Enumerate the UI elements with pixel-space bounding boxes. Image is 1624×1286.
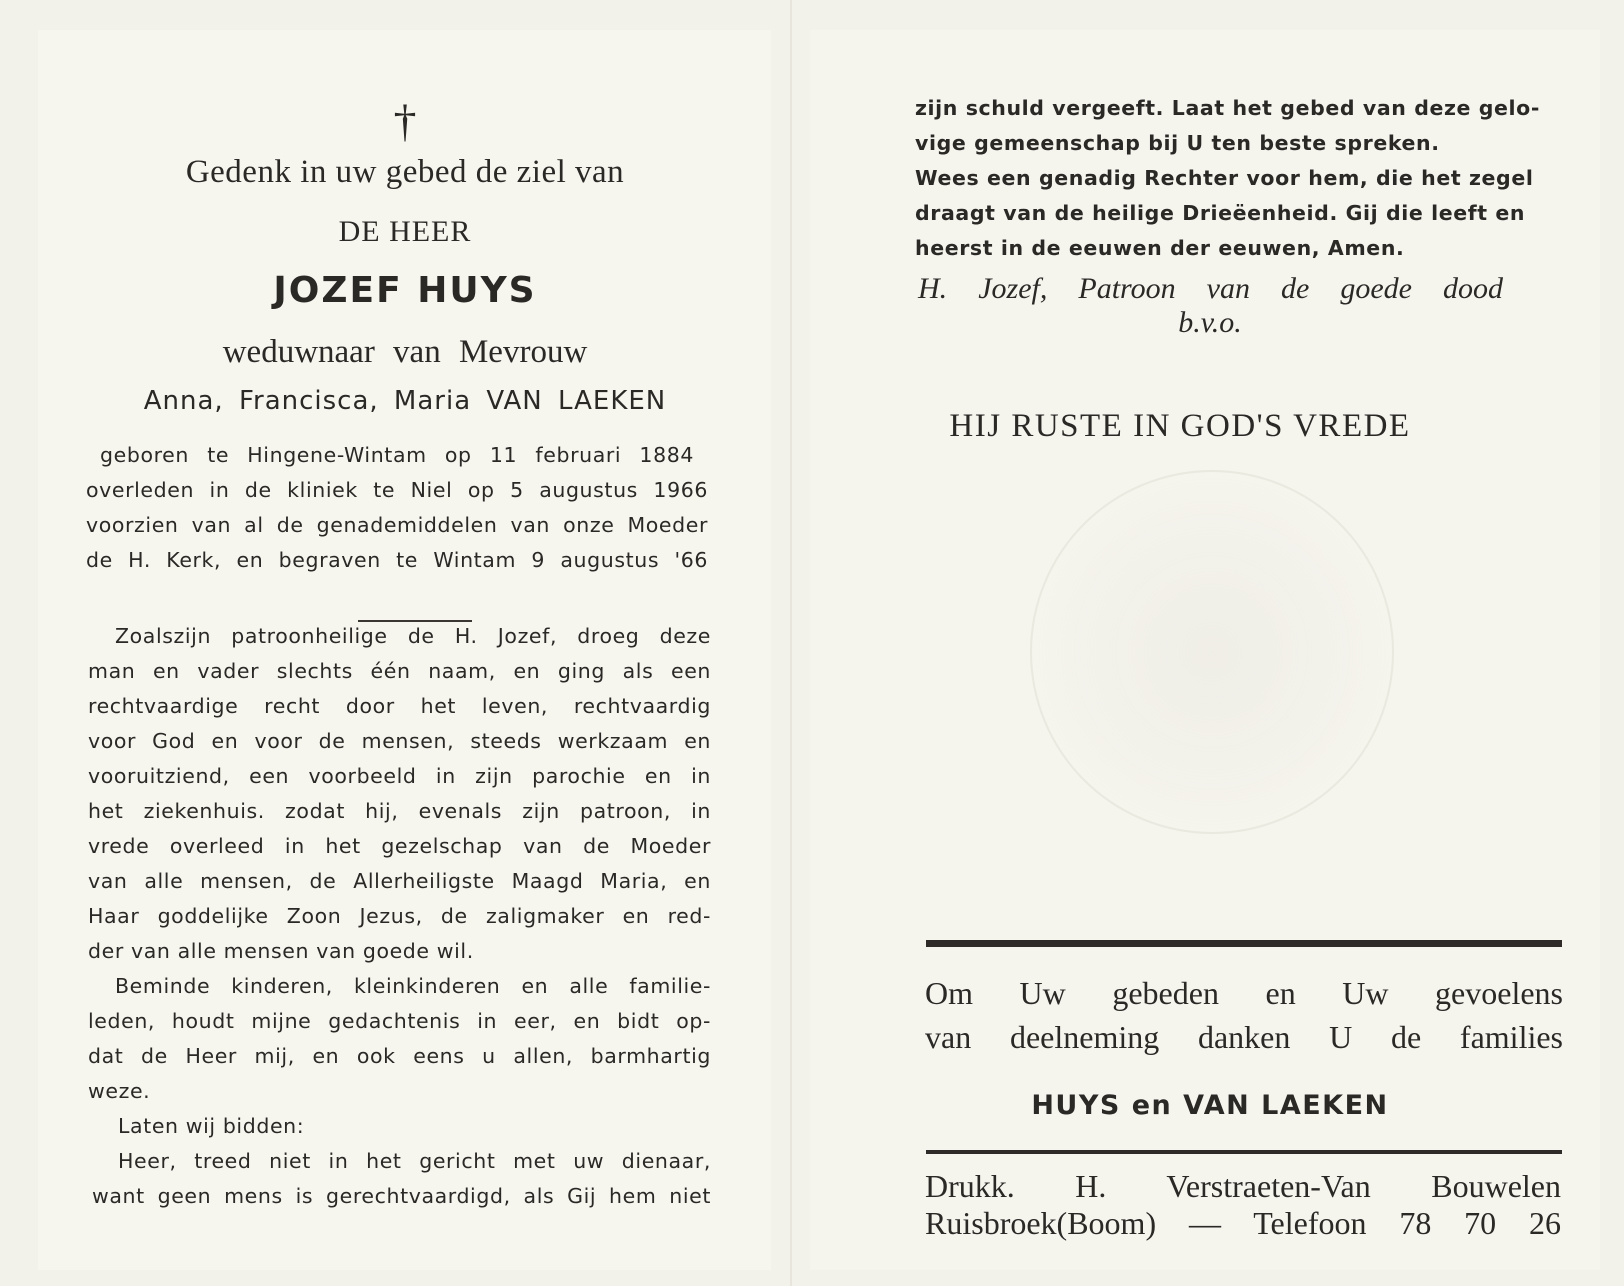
spouse-name: Anna, Francisca, Maria VAN LAEKEN — [143, 386, 667, 416]
body-line: van alle mensen, de Allerheiligste Maagd Maria, en — [88, 869, 711, 893]
deceased-name: JOZEF HUYS — [273, 270, 537, 311]
body-line: Haar goddelijke Zoon Jezus, de zaligmaker en red- — [88, 904, 711, 928]
widow-line: weduwnaar van Mevrouw — [222, 334, 588, 370]
body-line: rechtvaardige recht door het leven, rechtvaardig — [88, 694, 711, 718]
body-line: weze. — [88, 1079, 151, 1103]
bio-line: geboren te Hingene-Wintam op 11 februari 1884 — [100, 443, 694, 467]
divider — [358, 620, 472, 622]
body-line: vooruitziend, een voorbeeld in zijn parochie en in — [88, 764, 711, 788]
bio-line: voorzien van al de genademiddelen van onze Moeder — [86, 513, 708, 537]
body-line: leden, houdt mijne gedachtenis in eer, en bidt op- — [88, 1009, 711, 1033]
printer-line: Drukk. H. Verstraeten-Van Bouwelen — [925, 1168, 1561, 1204]
body-line: man en vader slechts één naam, en ging als een — [88, 659, 711, 683]
prayer-intro: Laten wij bidden: — [118, 1114, 305, 1138]
body-line: dat de Heer mij, en ook eens u allen, barmhartig — [88, 1044, 711, 1068]
rest-in-peace: HIJ RUSTE IN GOD'S VREDE — [949, 408, 1411, 444]
family-names: HUYS en VAN LAEKEN — [1031, 1090, 1389, 1121]
honorific: DE HEER — [338, 215, 472, 248]
prayer-line: Heer, treed niet in het gericht met uw dienaar, — [118, 1149, 711, 1173]
body-line: vrede overleed in het gezelschap van de Moeder — [88, 834, 711, 858]
prayer-cont-line: draagt van de heilige Drieëenheid. Gij die leeft en — [915, 201, 1526, 225]
prayer-cont-line: heerst in de eeuwen der eeuwen, Amen. — [915, 236, 1405, 260]
cross-icon: † — [393, 95, 417, 146]
bio-line: overleden in de kliniek te Niel op 5 augustus 1966 — [86, 478, 708, 502]
fold-line — [790, 0, 792, 1286]
printer-line: Ruisbroek(Boom) — Telefoon 78 70 26 — [925, 1205, 1561, 1241]
prayer-cont-line: zijn schuld vergeeft. Laat het gebed van deze gelo- — [915, 96, 1540, 120]
body-line: Beminde kinderen, kleinkinderen en alle familie- — [115, 974, 711, 998]
invocation-abbrev: b.v.o. — [1178, 306, 1242, 339]
intro-line: Gedenk in uw gebed de ziel van — [185, 154, 625, 190]
body-line: der van alle mensen van goede wil. — [88, 939, 474, 963]
prayer-cont-line: Wees een genadig Rechter voor hem, die het zegel — [915, 166, 1534, 190]
invocation: H. Jozef, Patroon van de goede dood — [918, 272, 1503, 305]
body-line: het ziekenhuis. zodat hij, evenals zijn patroon, in — [88, 799, 711, 823]
thick-rule — [926, 940, 1562, 947]
thanks-line: van deelneming danken U de families — [925, 1019, 1563, 1055]
thin-rule — [926, 1150, 1562, 1154]
bio-line: de H. Kerk, en begraven te Wintam 9 augustus '66 — [86, 548, 708, 572]
body-line: voor God en voor de mensen, steeds werkzaam en — [88, 729, 711, 753]
body-line: Zoalszijn patroonheilige de H. Jozef, droeg deze — [115, 624, 711, 648]
watermark-emblem — [1030, 470, 1394, 834]
prayer-line: want geen mens is gerechtvaardigd, als Gij hem niet — [92, 1184, 711, 1208]
thanks-line: Om Uw gebeden en Uw gevoelens — [925, 975, 1563, 1011]
prayer-cont-line: vige gemeenschap bij U ten beste spreken. — [915, 131, 1440, 155]
